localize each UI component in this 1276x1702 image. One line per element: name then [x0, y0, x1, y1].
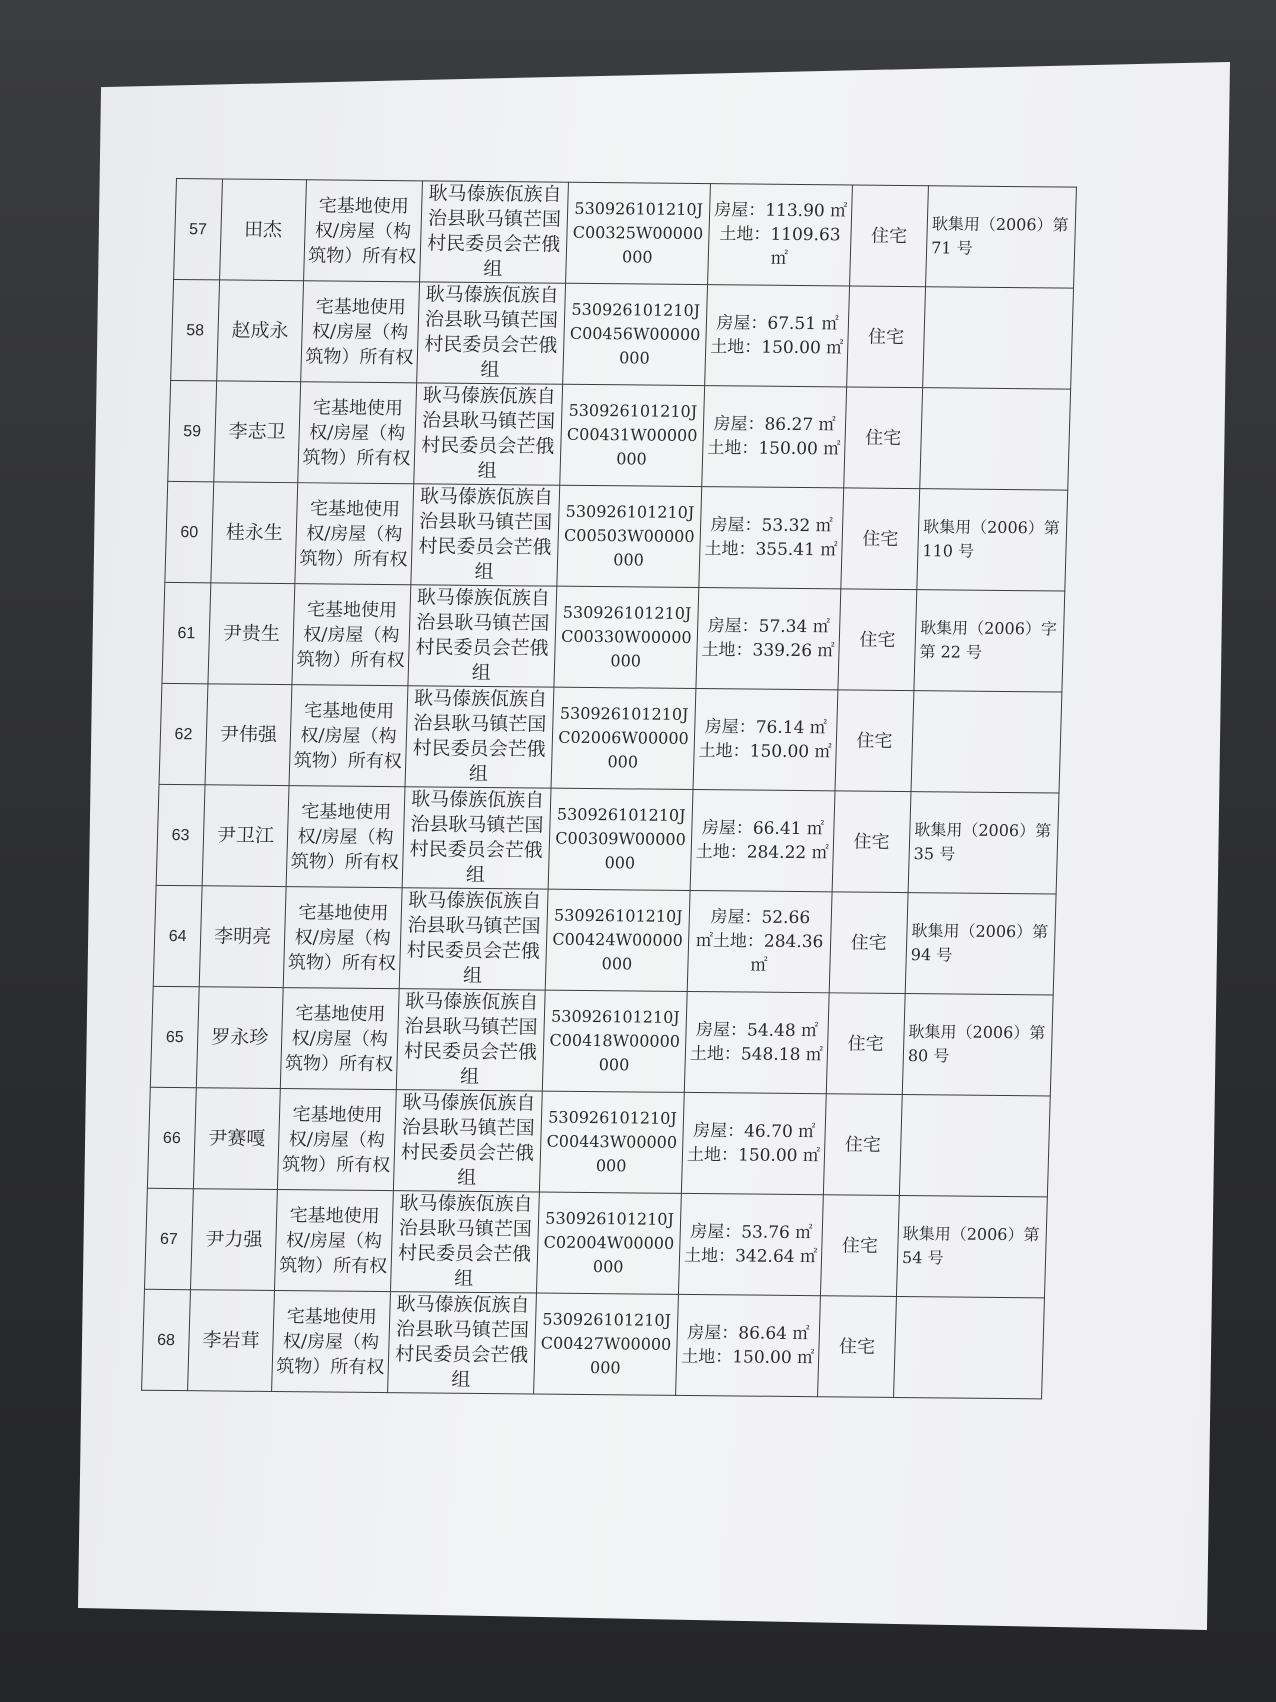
certificate-number-cell: 耿集用（2006）第 80 号	[902, 994, 1053, 1096]
certificate-number-cell: 耿集用（2006）第 35 号	[908, 792, 1059, 894]
row-number-cell: 57	[174, 179, 223, 280]
table-row	[165, 481, 1068, 591]
land-area: ㎡土地：284.36 ㎡	[695, 931, 824, 976]
land-area: 土地：150.00 ㎡	[710, 337, 844, 359]
row-number-cell: 67	[144, 1188, 193, 1289]
area-cell	[693, 689, 838, 791]
usage-cell: 住宅	[826, 993, 905, 1095]
location-cell: 耿马傣族佤族自治县耿马镇芒国村民委员会芒俄组	[402, 787, 551, 889]
location-cell: 耿马傣族佤族自治县耿马镇芒国村民委员会芒俄组	[414, 383, 563, 485]
location-cell: 耿马傣族佤族自治县耿马镇芒国村民委员会芒俄组	[408, 585, 557, 687]
table-row	[168, 380, 1071, 490]
table-row	[171, 279, 1074, 389]
right-type-cell: 宅基地使用权/房屋（构筑物）所有权	[301, 281, 420, 383]
row-number-cell: 58	[171, 279, 220, 380]
table-row	[153, 885, 1056, 995]
owner-name-cell: 李志卫	[214, 381, 301, 483]
land-area: 土地：342.64 ㎡	[683, 1245, 818, 1268]
row-number-cell: 64	[153, 885, 202, 986]
row-number-cell: 59	[168, 380, 217, 481]
area-cell	[705, 285, 850, 387]
house-area: 房屋：57.34 ㎡	[707, 616, 831, 638]
land-area: 土地：284.22 ㎡	[695, 842, 829, 864]
area-cell	[684, 991, 829, 1093]
usage-cell: 住宅	[838, 589, 917, 691]
location-cell: 耿马傣族佤族自治县耿马镇芒国村民委员会芒俄组	[388, 1292, 537, 1394]
owner-name-cell: 尹卫江	[202, 785, 289, 887]
area-cell	[687, 890, 832, 992]
certificate-number-cell: 耿集用（2006）第 54 号	[896, 1195, 1047, 1297]
house-area: 房屋：54.48 ㎡	[695, 1020, 819, 1042]
usage-cell: 住宅	[841, 488, 920, 590]
parcel-code-cell: 530926101210JC00424W00000000	[545, 889, 690, 991]
land-area: 土地：150.00 ㎡	[707, 438, 841, 460]
house-area: 房屋：53.32 ㎡	[710, 515, 833, 537]
row-number-cell: 62	[159, 683, 208, 784]
land-area: 土地：150.00 ㎡	[686, 1144, 821, 1167]
parcel-code-cell: 530926101210JC02004W00000000	[536, 1192, 681, 1294]
right-type-cell: 宅基地使用权/房屋（构筑物）所有权	[274, 1190, 393, 1292]
area-cell	[708, 184, 853, 286]
land-area: 土地：150.00 ㎡	[698, 741, 832, 763]
area-cell	[676, 1294, 821, 1396]
location-cell: 耿马傣族佤族自治县耿马镇芒国村民委员会芒俄组	[411, 484, 560, 586]
table-row	[147, 1087, 1050, 1197]
right-type-cell: 宅基地使用权/房屋（构筑物）所有权	[283, 887, 402, 989]
house-area: 房屋：52.66	[710, 907, 811, 929]
right-type-cell: 宅基地使用权/房屋（构筑物）所有权	[289, 685, 408, 787]
parcel-code-cell: 530926101210JC02006W00000000	[551, 687, 696, 789]
right-type-cell: 宅基地使用权/房屋（构筑物）所有权	[298, 382, 417, 484]
table-row	[150, 986, 1053, 1096]
right-type-cell: 宅基地使用权/房屋（构筑物）所有权	[280, 988, 399, 1090]
house-area: 房屋：66.41 ㎡	[701, 818, 825, 840]
certificate-number-cell	[911, 691, 1062, 793]
parcel-code-cell: 530926101210JC00325W00000000	[566, 182, 711, 284]
land-area: 土地：150.00 ㎡	[680, 1346, 815, 1369]
parcel-code-cell: 530926101210JC00443W00000000	[539, 1091, 684, 1193]
owner-name-cell: 田杰	[220, 179, 307, 281]
right-type-cell: 宅基地使用权/房屋（构筑物）所有权	[295, 483, 414, 585]
row-number-cell: 63	[156, 784, 205, 885]
location-cell: 耿马傣族佤族自治县耿马镇芒国村民委员会芒俄组	[399, 888, 548, 990]
right-type-cell: 宅基地使用权/房屋（构筑物）所有权	[292, 584, 411, 686]
location-cell: 耿马傣族佤族自治县耿马镇芒国村民委员会芒俄组	[420, 181, 569, 283]
house-area: 房屋：86.64 ㎡	[687, 1322, 810, 1345]
usage-cell: 住宅	[847, 286, 926, 388]
owner-name-cell: 尹伟强	[205, 684, 292, 786]
table-row	[156, 784, 1059, 894]
certificate-number-cell	[894, 1296, 1045, 1398]
owner-name-cell: 罗永珍	[196, 987, 283, 1089]
parcel-code-cell: 530926101210JC00456W00000000	[563, 283, 708, 385]
owner-name-cell: 李岩茸	[188, 1290, 275, 1392]
right-type-cell: 宅基地使用权/房屋（构筑物）所有权	[304, 180, 423, 282]
usage-cell: 住宅	[832, 791, 911, 893]
table-row	[142, 1289, 1045, 1399]
land-area: 土地：548.18 ㎡	[689, 1043, 824, 1066]
usage-cell: 住宅	[823, 1094, 902, 1196]
area-cell	[678, 1193, 823, 1295]
parcel-code-cell: 530926101210JC00330W00000000	[554, 586, 699, 688]
land-area: 土地：1109.63 ㎡	[719, 224, 841, 269]
certificate-number-cell: 耿集用（2006）第 71 号	[926, 186, 1077, 288]
parcel-code-cell: 530926101210JC00503W00000000	[557, 485, 702, 587]
area-cell	[681, 1092, 826, 1194]
location-cell: 耿马傣族佤族自治县耿马镇芒国村民委员会芒俄组	[396, 989, 545, 1091]
house-area: 房屋：86.27 ㎡	[713, 414, 836, 436]
owner-name-cell: 尹赛嘎	[193, 1088, 280, 1190]
area-cell	[699, 487, 844, 589]
parcel-code-cell: 530926101210JC00427W00000000	[534, 1293, 679, 1395]
location-cell: 耿马傣族佤族自治县耿马镇芒国村民委员会芒俄组	[393, 1090, 542, 1192]
row-number-cell: 66	[147, 1087, 196, 1188]
right-type-cell: 宅基地使用权/房屋（构筑物）所有权	[277, 1089, 396, 1191]
location-cell: 耿马傣族佤族自治县耿马镇芒国村民委员会芒俄组	[417, 282, 566, 384]
certificate-number-cell: 耿集用（2006）第 110 号	[917, 489, 1068, 591]
table-row	[162, 582, 1065, 692]
table-row	[174, 179, 1077, 289]
usage-cell: 住宅	[818, 1296, 897, 1398]
parcel-code-cell: 530926101210JC00431W00000000	[560, 384, 705, 486]
certificate-number-cell	[920, 388, 1071, 490]
land-area: 土地：339.26 ㎡	[701, 640, 835, 662]
table-row	[144, 1188, 1047, 1298]
house-area: 房屋：113.90 ㎡	[713, 200, 848, 222]
row-number-cell: 61	[162, 582, 211, 683]
owner-name-cell: 李明亮	[199, 886, 286, 988]
usage-cell: 住宅	[829, 892, 908, 994]
parcel-code-cell: 530926101210JC00309W00000000	[548, 788, 693, 890]
owner-name-cell: 尹贵生	[208, 583, 295, 685]
table-row	[159, 683, 1062, 793]
certificate-number-cell	[899, 1095, 1050, 1197]
right-type-cell: 宅基地使用权/房屋（构筑物）所有权	[286, 786, 405, 888]
area-cell	[690, 789, 835, 891]
area-cell	[702, 386, 847, 488]
owner-name-cell: 赵成永	[217, 280, 304, 382]
owner-name-cell: 桂永生	[211, 482, 298, 584]
usage-cell: 住宅	[844, 387, 923, 489]
usage-cell: 住宅	[820, 1195, 899, 1297]
house-area: 房屋：53.76 ㎡	[689, 1221, 813, 1244]
row-number-cell: 60	[165, 481, 214, 582]
land-area: 土地：355.41 ㎡	[704, 539, 838, 561]
location-cell: 耿马傣族佤族自治县耿马镇芒国村民委员会芒俄组	[390, 1191, 539, 1293]
row-number-cell: 65	[150, 986, 199, 1087]
house-area: 房屋：76.14 ㎡	[704, 717, 828, 739]
document-page	[141, 178, 1076, 1399]
certificate-number-cell: 耿集用（2006）第 94 号	[905, 893, 1056, 995]
registration-table	[141, 178, 1077, 1399]
house-area: 房屋：67.51 ㎡	[716, 313, 839, 335]
owner-name-cell: 尹力强	[190, 1189, 277, 1291]
certificate-number-cell: 耿集用（2006）字第 22 号	[914, 590, 1065, 692]
area-cell	[696, 588, 841, 690]
right-type-cell: 宅基地使用权/房屋（构筑物）所有权	[272, 1290, 391, 1392]
usage-cell: 住宅	[850, 185, 929, 287]
usage-cell: 住宅	[835, 690, 914, 792]
certificate-number-cell	[923, 287, 1074, 389]
parcel-code-cell: 530926101210JC00418W00000000	[542, 990, 687, 1092]
house-area: 房屋：46.70 ㎡	[692, 1121, 816, 1143]
location-cell: 耿马傣族佤族自治县耿马镇芒国村民委员会芒俄组	[405, 686, 554, 788]
row-number-cell: 68	[142, 1289, 191, 1390]
